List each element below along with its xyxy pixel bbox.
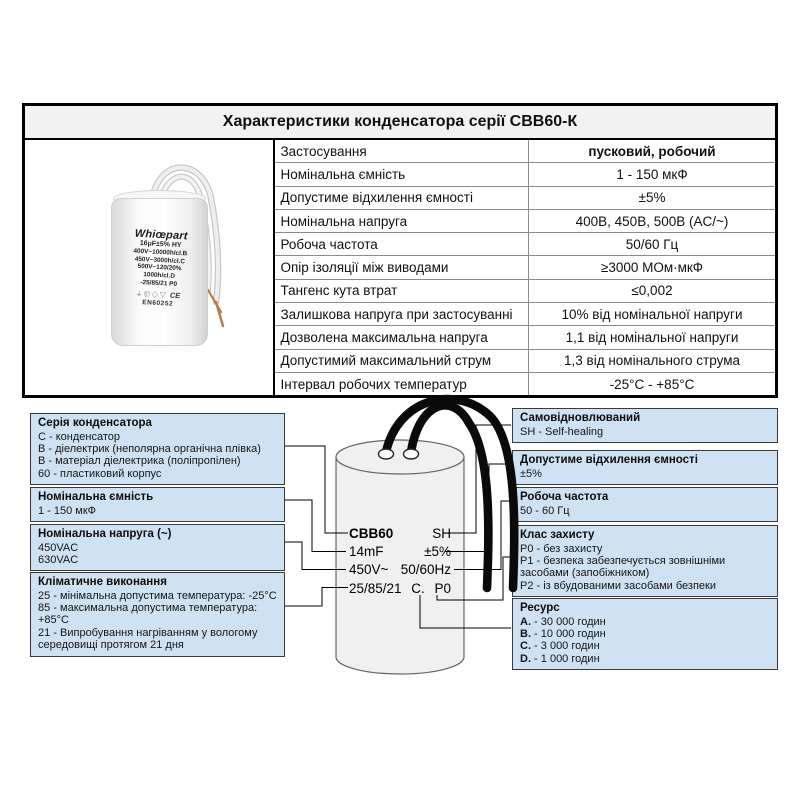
- callout-frequency: [512, 487, 778, 522]
- callout-line: 25 - мінімальна допустима температура: -25°C: [38, 589, 277, 602]
- callout-title: Робоча частота: [520, 491, 609, 503]
- callout-line: 21 - Випробування нагріванням у вологому середовищі протягом 21 дня: [38, 626, 258, 652]
- callout-title: Допустиме відхилення ємності: [520, 454, 698, 466]
- callout-series: [30, 413, 285, 485]
- spec-value: пусковий, робочий: [529, 139, 777, 163]
- photo-spec-line: 16µF±5% HY: [139, 239, 182, 250]
- callout-line: [520, 640, 770, 652]
- resource-hours: - 1 000 годин: [531, 652, 600, 665]
- resource-hours: - 3 000 годин: [531, 640, 600, 653]
- callout-line: P1 - безпека забезпечується зовнішніми засобами (запобіжником): [520, 554, 726, 580]
- callout-line: 50 - 60 Гц: [520, 504, 570, 517]
- callout-title: Кліматичне виконання: [38, 576, 167, 588]
- callout-line: [520, 616, 770, 628]
- spec-label: Номінальна ємність: [274, 163, 529, 186]
- spec-label: Опір ізоляції між виводами: [274, 256, 529, 279]
- spec-label: Допустимий максимальний струм: [274, 349, 529, 372]
- callout-protection-class: [512, 525, 778, 597]
- callout-capacitance: [30, 487, 285, 522]
- callout-resource: [512, 598, 778, 670]
- certification-icons: ⏚ Ⓤ ◇ ▽: [135, 290, 166, 300]
- marking-capacitance: 14mF: [349, 543, 384, 559]
- resource-hours: - 10 000 годин: [531, 627, 606, 640]
- callout-line: 85 - максимальна допустима температура: +85°C: [38, 601, 258, 627]
- marking-tolerance: ±5%: [424, 543, 451, 559]
- callout-self-healing: [512, 408, 778, 443]
- marking-protection-class: P0: [434, 580, 451, 596]
- callout-line: 450VAC: [38, 541, 79, 554]
- callout-line: 630VAC: [38, 553, 79, 566]
- spec-label: Робоча частота: [274, 233, 529, 256]
- callout-line: [520, 628, 770, 640]
- spec-value: 50/60 Гц: [529, 233, 777, 256]
- marking-row: [349, 561, 451, 579]
- spec-value: 1 - 150 мкФ: [529, 163, 777, 186]
- callout-line: ±5%: [520, 467, 542, 480]
- brand-logo: Whiœpart: [134, 227, 188, 243]
- callout-line: C - конденсатор: [38, 430, 120, 443]
- callout-line: [520, 653, 770, 665]
- marking-self-healing: SH: [432, 525, 451, 541]
- spec-value: 10% від номінальної напруги: [529, 303, 777, 326]
- callout-title: Ресурс: [520, 602, 560, 614]
- callout-line: P0 - без захисту: [520, 542, 603, 555]
- photo-spec-line: 450V~3000h/cl.C: [134, 255, 186, 265]
- callout-title: Клас захисту: [520, 529, 595, 541]
- spec-label: Тангенс кута втрат: [274, 279, 529, 302]
- photo-spec-line: 500V~120/20%: [137, 263, 182, 273]
- standard-code: EN60252: [141, 298, 174, 308]
- resource-grade: C.: [520, 640, 531, 653]
- callout-title: Номінальна напруга (~): [38, 528, 172, 540]
- marking-row: [349, 542, 451, 560]
- marking-frequency: 50/60Hz: [400, 562, 451, 578]
- spec-label: Допустиме відхилення ємності: [274, 186, 529, 209]
- spec-value: ≤0,002: [529, 279, 777, 302]
- marking-row: [349, 579, 451, 597]
- callout-line: 1 - 150 мкФ: [38, 504, 97, 517]
- photo-spec-line: 400V~10000h/cl.B: [133, 247, 188, 258]
- spec-value: 400В, 450В, 500В (AC/~): [529, 209, 777, 232]
- spec-value: 1,3 від номінального струма: [529, 349, 777, 372]
- marking-voltage: 450V~: [349, 562, 389, 578]
- resource-hours: - 30 000 годин: [531, 615, 606, 628]
- marking-resource-class: C.: [411, 580, 425, 596]
- callout-title: Серія конденсатора: [38, 417, 152, 429]
- spec-value: ±5%: [529, 186, 777, 209]
- ce-mark-icon: CE: [169, 290, 181, 300]
- resource-grade: B.: [520, 627, 531, 640]
- resource-grade: A.: [520, 615, 531, 628]
- callout-title: Номінальна ємність: [38, 491, 154, 503]
- callout-line: SH - Self-healing: [520, 425, 604, 438]
- table-title: Характеристики конденсатора серії CBB60-К: [24, 105, 777, 140]
- callout-tolerance: [512, 450, 778, 485]
- cylinder-top: [336, 440, 464, 474]
- spec-label: Застосування: [274, 139, 529, 163]
- spec-label: Залишкова напруга при застосуванні: [274, 303, 529, 326]
- marking-row: [349, 524, 451, 542]
- photo-spec-line: 1000h/cl.D: [143, 271, 176, 280]
- spec-value: -25°C - +85°C: [529, 372, 777, 396]
- callout-line: P2 - із вбудованими засобами безпеки: [520, 579, 717, 592]
- spec-label: Дозволена максимальна напруга: [274, 326, 529, 349]
- callout-title: Самовідновлюваний: [520, 412, 641, 424]
- callout-line: B - діелектрик (неполярна органічна плівка): [38, 442, 261, 455]
- marking-climate: 25/85/21: [349, 580, 402, 596]
- spec-label: Інтервал робочих температур: [274, 372, 529, 396]
- callout-climate: [30, 572, 285, 657]
- cylinder-marking: [349, 524, 451, 597]
- spec-value: ≥3000 МОм·мкФ: [529, 256, 777, 279]
- resource-grade: D.: [520, 652, 531, 665]
- photo-spec-line: -25/85/21 P0: [140, 279, 178, 288]
- spec-value: 1,1 від номінальної напруги: [529, 326, 777, 349]
- callout-line: B - матеріал діелектрика (поліпропілен): [38, 455, 241, 468]
- spec-label: Номінальна напруга: [274, 209, 529, 232]
- marking-model: CBB60: [349, 525, 394, 541]
- callout-voltage: [30, 524, 285, 571]
- callout-line: 60 - пластиковий корпус: [38, 467, 162, 480]
